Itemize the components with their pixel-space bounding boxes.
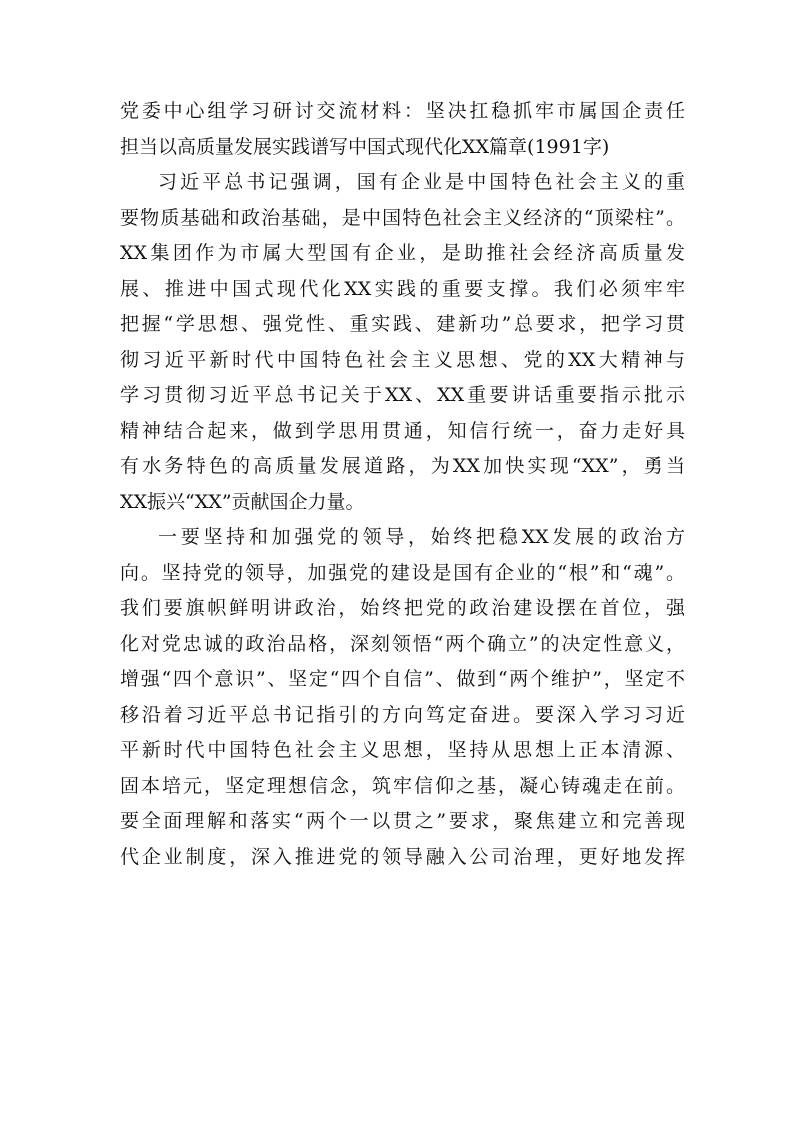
paragraph-line: 代企业制度，深入推进党的领导融入公司治理，更好地发挥 bbox=[120, 845, 685, 868]
paragraph-line: 学习贯彻习近平总书记关于XX、XX重要讲话重要指示批示 bbox=[120, 384, 685, 406]
paragraph-line: 要物质基础和政治基础，是中国特色社会主义经济的“顶梁柱”。 bbox=[120, 206, 685, 229]
paragraph-line: XX集团作为市属大型国有企业，是助推社会经济高质量发 bbox=[120, 242, 685, 264]
paragraph-line: 平新时代中国特色社会主义思想，坚持从思想上正本清源、 bbox=[120, 739, 685, 761]
paragraph-1 bbox=[120, 165, 685, 520]
paragraph-line: 有水务特色的高质量发展道路，为XX加快实现“XX”，勇当 bbox=[120, 455, 685, 477]
paragraph-line: 向。坚持党的领导，加强党的建设是国有企业的“根”和“魂”。 bbox=[120, 561, 685, 584]
title-line: 担当以高质量发展实践谱写中国式现代化XX篇章(1991字) bbox=[120, 135, 610, 158]
paragraph-line: 固本培元，坚定理想信念，筑牢信仰之基，凝心铸魂走在前。 bbox=[120, 774, 685, 797]
document-body bbox=[120, 94, 685, 875]
paragraph-line: 要全面理解和落实“两个一以贯之”要求，聚焦建立和完善现 bbox=[120, 810, 685, 832]
document-title bbox=[120, 94, 685, 165]
paragraph-line: 习近平总书记强调，国有企业是中国特色社会主义的重 bbox=[158, 171, 685, 193]
paragraph-line: 一要坚持和加强党的领导，始终把稳XX发展的政治方 bbox=[158, 526, 685, 548]
paragraph-line: 精神结合起来，做到学思用贯通，知信行统一，奋力走好具 bbox=[120, 419, 685, 442]
paragraph-line: XX振兴“XX”贡献国企力量。 bbox=[120, 490, 365, 513]
title-line: 党委中心组学习研讨交流材料：坚决扛稳抓牢市属国企责任 bbox=[120, 100, 685, 122]
paragraph-2 bbox=[120, 520, 685, 875]
paragraph-line: 增强“四个意识”、坚定“四个自信”、做到“两个维护”，坚定不 bbox=[120, 668, 685, 690]
paragraph-line: 化对党忠诚的政治品格，深刻领悟“两个确立”的决定性意义， bbox=[120, 632, 685, 655]
paragraph-line: 把握“学思想、强党性、重实践、建新功”总要求，把学习贯 bbox=[120, 313, 685, 335]
paragraph-line: 彻习近平新时代中国特色社会主义思想、党的XX大精神与 bbox=[120, 348, 685, 371]
paragraph-line: 移沿着习近平总书记指引的方向笃定奋进。要深入学习习近 bbox=[120, 703, 685, 726]
paragraph-line: 我们要旗帜鲜明讲政治，始终把党的政治建设摆在首位，强 bbox=[120, 597, 685, 619]
paragraph-line: 展、推进中国式现代化XX实践的重要支撑。我们必须牢牢 bbox=[120, 277, 685, 300]
